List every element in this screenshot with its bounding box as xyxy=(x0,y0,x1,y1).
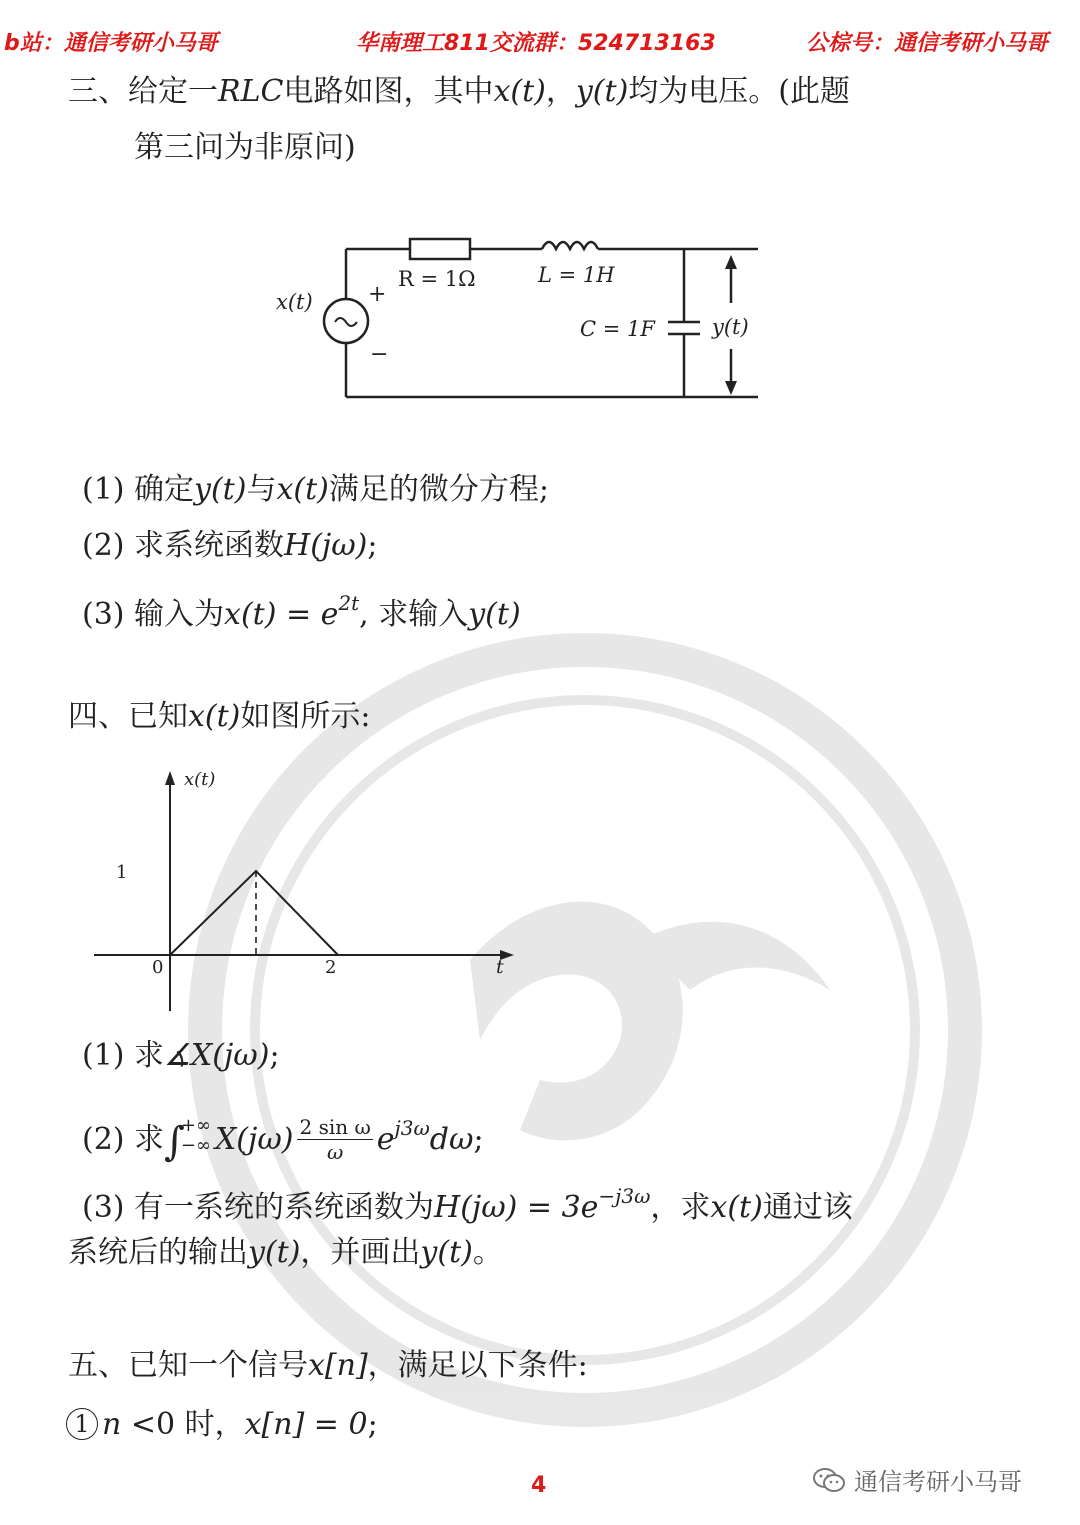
rlc-circuit xyxy=(260,225,800,415)
text: ，并画出 xyxy=(300,1235,421,1270)
y-axis-arrow-icon xyxy=(165,771,175,785)
problem3-q1 xyxy=(82,470,549,510)
text: <0 时， xyxy=(121,1407,245,1442)
exponent: j3ω xyxy=(394,1116,430,1140)
text: ; xyxy=(269,1038,280,1073)
resistor-label: R = 1Ω xyxy=(398,267,476,291)
inductor-label: L = 1H xyxy=(538,263,615,287)
math: y(t) xyxy=(468,597,521,632)
output-label: y(t) xyxy=(712,315,749,339)
y-axis-label: x(t) xyxy=(184,769,216,790)
math: x(t) = e xyxy=(224,597,339,632)
text: 通过该 xyxy=(762,1190,853,1225)
triangle-signal xyxy=(170,871,338,955)
math: H(jω) = 3e xyxy=(434,1190,599,1225)
math: x(t) xyxy=(710,1190,763,1225)
page-number: 4 xyxy=(531,1473,547,1498)
problem3-q3 xyxy=(82,583,521,635)
math: x(t) xyxy=(493,74,546,109)
circled-number: 1 xyxy=(66,1408,98,1440)
capacitor-label: C = 1F xyxy=(580,317,655,341)
tick-0: 0 xyxy=(152,957,164,978)
math: x(t) xyxy=(188,699,241,734)
text: ，求 xyxy=(650,1190,711,1225)
problem3-q2 xyxy=(82,526,377,566)
header-group: 华南理工811交流群：524713163 xyxy=(356,31,716,56)
text: 四、已知 xyxy=(68,699,188,734)
text: (2) 求系统函数 xyxy=(82,528,285,563)
problem4-q1 xyxy=(82,1036,280,1076)
watermark-seal-ring xyxy=(205,650,965,1410)
numerator: 2 sin ω xyxy=(299,1115,371,1139)
math: dω xyxy=(429,1122,474,1157)
wechat-account xyxy=(812,1462,1022,1497)
text: (2) 求 xyxy=(82,1122,165,1157)
text: ; xyxy=(473,1122,484,1157)
source-label: x(t) xyxy=(276,290,313,314)
problem3-title-line2: 第三问为非原问) xyxy=(134,130,356,165)
problem5-title xyxy=(68,1346,588,1386)
math: X(jω) xyxy=(214,1122,294,1157)
lower-limit: −∞ xyxy=(180,1135,211,1156)
integral-limits xyxy=(181,1116,211,1156)
text: ; xyxy=(367,1407,378,1442)
math: x(t) xyxy=(276,472,329,507)
text: ， xyxy=(545,74,576,109)
inductor xyxy=(542,242,598,249)
tilde-icon xyxy=(335,318,357,326)
math: RLC xyxy=(218,74,284,109)
minus-sign: − xyxy=(370,342,389,367)
resistor xyxy=(410,239,470,259)
text: 系统后的输出 xyxy=(68,1235,248,1270)
triangle-graph xyxy=(88,765,528,1015)
text: (3) 输入为 xyxy=(82,597,225,632)
math: n xyxy=(102,1407,122,1442)
exponent: −j3ω xyxy=(598,1184,651,1208)
tick-2: 2 xyxy=(325,957,337,978)
text: , 求输入 xyxy=(359,597,469,632)
text: 五、已知一个信号 xyxy=(68,1348,308,1383)
arrow-up-icon xyxy=(725,255,737,269)
arrow-down-icon xyxy=(725,381,737,395)
math: y(t) xyxy=(248,1235,301,1270)
text: ; xyxy=(367,528,378,563)
fraction xyxy=(297,1115,372,1164)
math: y(t) xyxy=(420,1235,473,1270)
wechat-icon xyxy=(812,1466,846,1494)
math: y(t) xyxy=(575,74,629,109)
exponent: 2t xyxy=(338,591,360,615)
math: H(jω) xyxy=(284,528,368,563)
text: (3) 有一系统的系统函数为 xyxy=(82,1190,435,1225)
math: ∡X(jω) xyxy=(164,1038,270,1073)
problem5-condition1 xyxy=(66,1405,378,1445)
denominator: ω xyxy=(326,1140,344,1164)
watermark-wing-icon xyxy=(640,922,830,990)
integral-sign: ∫ xyxy=(164,1119,185,1165)
math: e xyxy=(376,1122,395,1157)
text: ，满足以下条件: xyxy=(367,1348,588,1383)
text: 电路如图，其中 xyxy=(283,74,494,109)
wechat-label: 通信考研小马哥 xyxy=(854,1468,1022,1496)
text: 。 xyxy=(472,1235,503,1270)
text: 三、给定一 xyxy=(68,74,218,109)
math: y(t) xyxy=(194,472,247,507)
x-axis-label: t xyxy=(496,956,504,978)
text: 如图所示: xyxy=(240,699,371,734)
problem4-q3-line2 xyxy=(68,1233,503,1273)
text: 均为电压。(此题 xyxy=(628,74,850,109)
header-bilibili: b站：通信考研小马哥 xyxy=(4,31,218,56)
problem4-q3 xyxy=(82,1176,853,1228)
header-account: 公棕号：通信考研小马哥 xyxy=(806,31,1049,56)
math: x[n] = 0 xyxy=(244,1407,368,1442)
tick-1: 1 xyxy=(116,862,128,883)
text: (1) 求 xyxy=(82,1038,165,1073)
upper-limit: +∞ xyxy=(180,1115,211,1136)
text: (1) 确定 xyxy=(82,472,195,507)
problem4-q2 xyxy=(82,1106,484,1164)
text: 满足的微分方程; xyxy=(328,472,549,507)
problem3-title xyxy=(68,72,850,112)
plus-sign: + xyxy=(368,282,387,307)
math: x[n] xyxy=(308,1348,368,1383)
problem4-title xyxy=(68,697,371,737)
text: 与 xyxy=(246,472,277,507)
